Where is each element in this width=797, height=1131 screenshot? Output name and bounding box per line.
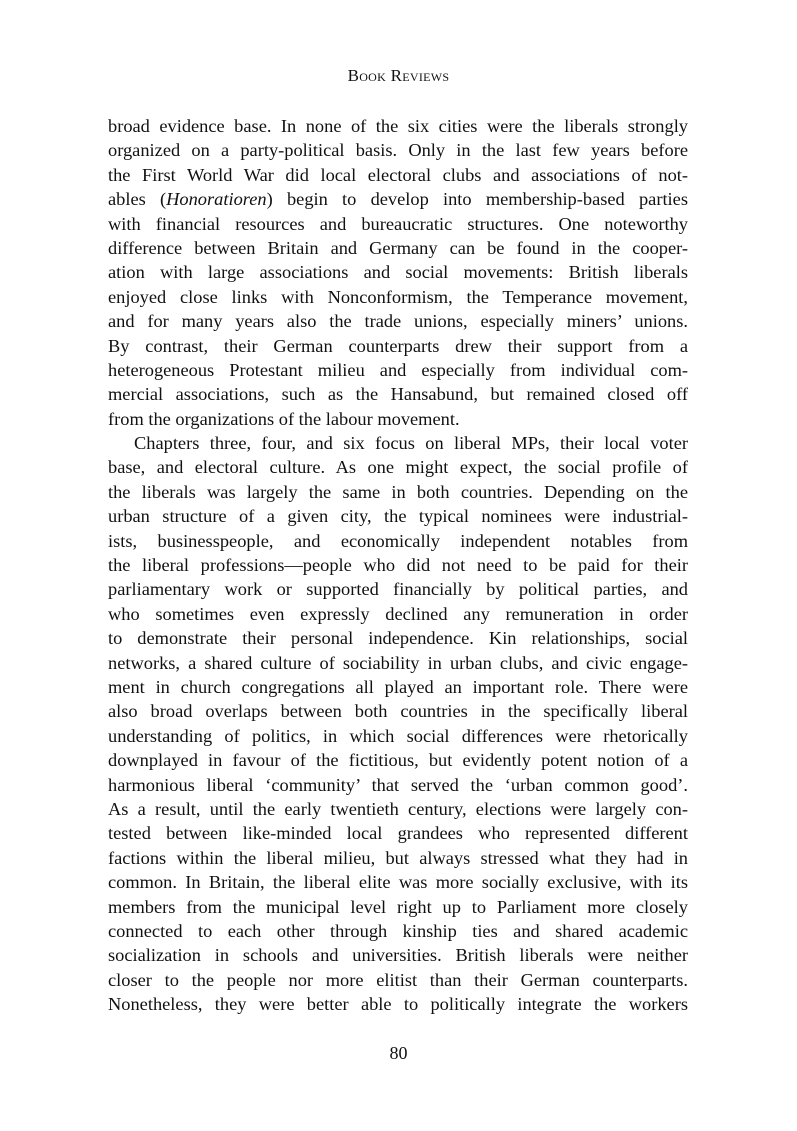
text-line: parliamentary work or supported financially by political parties, and [108,579,688,600]
page-number: 80 [389,1043,408,1063]
text-line: the First World War did local electoral clubs and associations of not- [108,164,688,185]
running-head: Book Reviews [347,66,450,85]
text-line-with-italic [108,187,688,211]
text-line: common. In Britain, the liberal elite was more socially exclusive, with its [108,872,688,893]
text-line: networks, a shared culture of sociability in urban clubs, and civic engage- [108,652,688,673]
text-line: enjoyed close links with Nonconformism, the Temperance movement, [108,286,688,307]
text-line: understanding of politics, in which social differences were rhetorically [108,725,688,746]
text-line: By contrast, their German counterparts drew their support from a [108,335,688,356]
italic-term: Honoratioren [166,189,267,210]
text-line: from the organizations of the labour movement. [108,408,460,429]
text-line: harmonious liberal ‘community’ that served the ‘urban common good’. [108,774,688,795]
text-line: Nonetheless, they were better able to politically integrate the workers [108,994,688,1015]
text-line: ists, businesspeople, and economically independent notables from [108,530,688,551]
text-line: heterogeneous Protestant milieu and especially from individual com- [108,359,688,380]
text-line: tested between like-minded local grandees who represented different [108,823,688,844]
text-line: the liberal professions—people who did not need to be paid for their [108,555,688,576]
text-line: and for many years also the trade unions, especially miners’ unions. [108,311,688,332]
text-line: Chapters three, four, and six focus on liberal MPs, their local voter [134,433,688,454]
text-line: As a result, until the early twentieth century, elections were largely con- [108,798,688,819]
text-line: urban structure of a given city, the typical nominees were industrial- [108,506,688,527]
text-line: downplayed in favour of the fictitious, but evidently potent notion of a [108,750,688,771]
body-text [108,114,688,1016]
text-line: who sometimes even expressly declined any remuneration in order [108,603,688,624]
text-line: the liberals was largely the same in both countries. Depending on the [108,481,688,502]
text-line: closer to the people nor more elitist than their German counterparts. [108,969,688,990]
text-line: also broad overlaps between both countries in the specifically liberal [108,701,688,722]
text-line: broad evidence base. In none of the six cities were the liberals strongly [108,116,688,136]
text-line: ation with large associations and social movements: British liberals [108,262,688,283]
text-line: with financial resources and bureaucratic structures. One noteworthy [108,213,688,234]
text-fragment: ables ( [108,189,167,210]
text-line: to demonstrate their personal independence. Kin relationships, social [108,628,688,649]
text-line: members from the municipal level right up to Parliament more closely [108,896,688,917]
text-line: difference between Britain and Germany can be found in the cooper- [108,237,688,258]
text-line: factions within the liberal milieu, but always stressed what they had in [108,847,688,868]
text-line: socialization in schools and universities. British liberals were neither [108,945,688,966]
text-fragment: ) begin to develop into membership-based parties [266,189,688,210]
text-line: ment in church congregations all played an important role. There were [108,676,688,697]
text-line: base, and electoral culture. As one might expect, the social profile of [108,457,688,478]
text-line: organized on a party-political basis. Only in the last few years before [108,140,688,161]
text-line: mercial associations, such as the Hansabund, but remained closed off [108,384,688,405]
text-line: connected to each other through kinship ties and shared academic [108,920,688,941]
